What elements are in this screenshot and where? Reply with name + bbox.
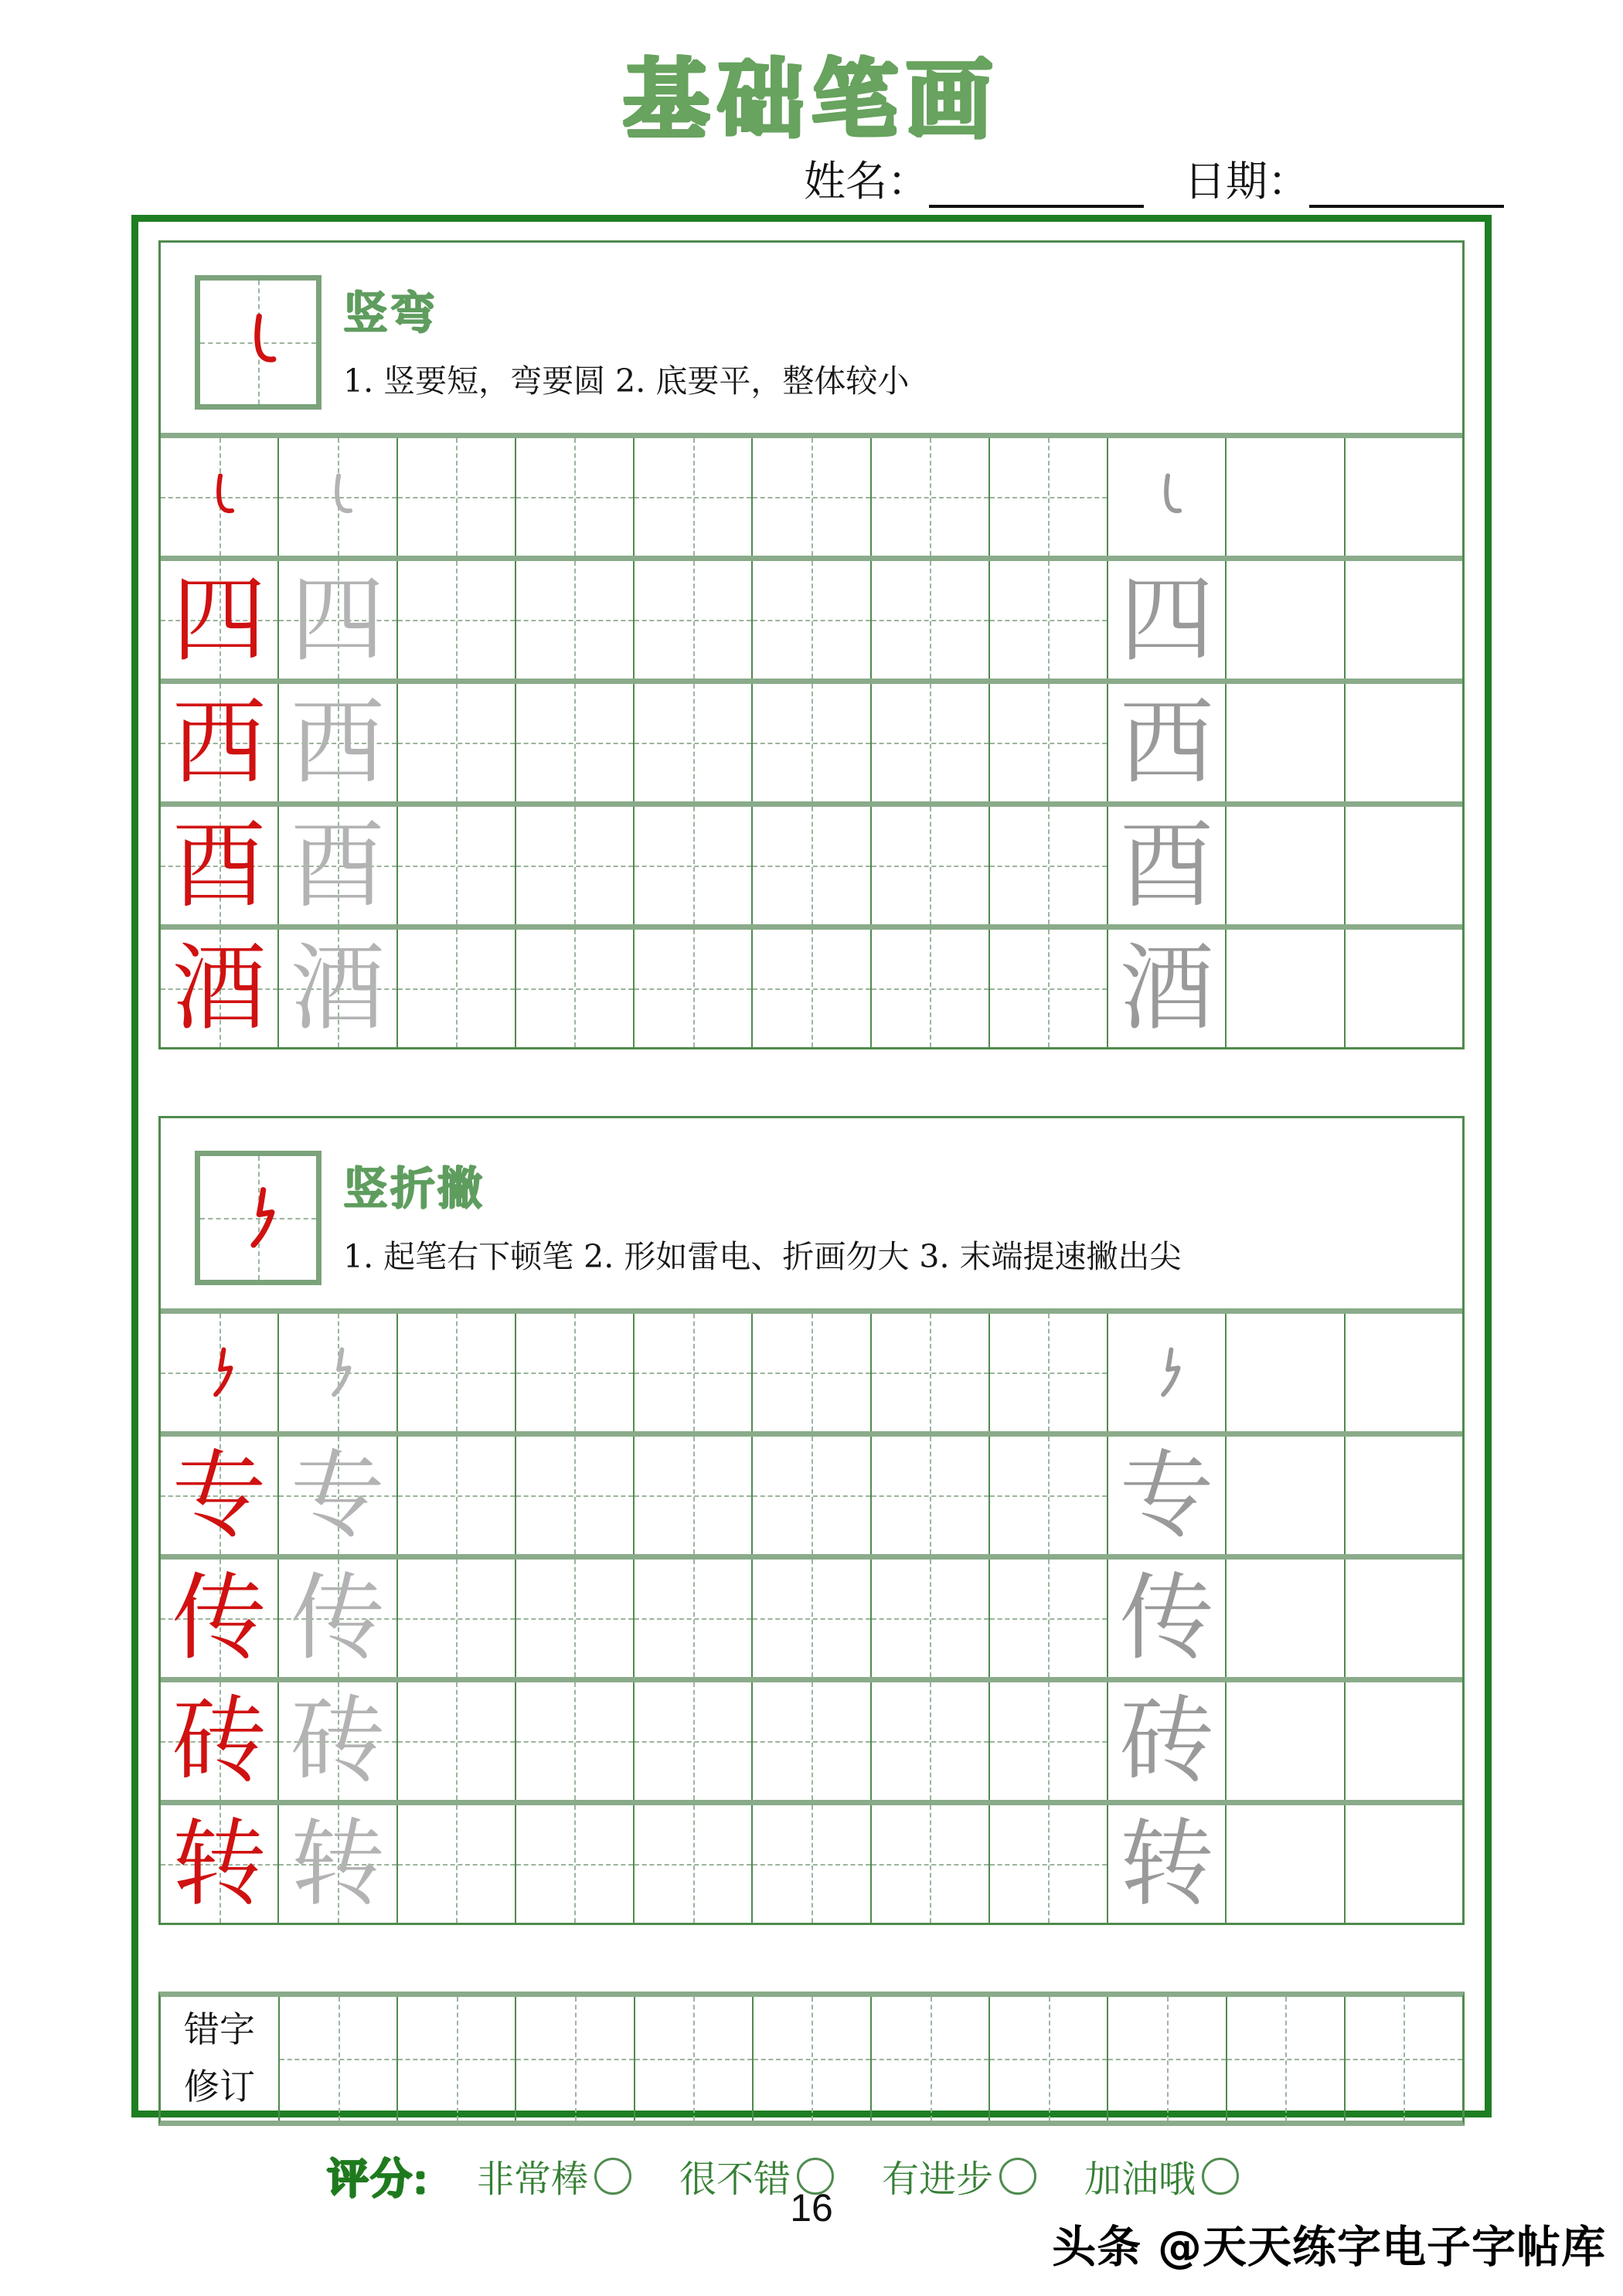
practice-cell [279, 1560, 397, 1677]
practice-cell [161, 1682, 279, 1800]
practice-cell [990, 1805, 1108, 1923]
correction-cell [398, 1997, 516, 2121]
practice-cell [753, 930, 871, 1047]
model-character: 酒 [1119, 934, 1214, 1043]
practice-cell [516, 1682, 635, 1800]
practice-cell [1346, 561, 1462, 679]
practice-cell [1227, 930, 1345, 1047]
shu-wan-stroke-glyph [233, 309, 284, 376]
practice-cell [398, 1805, 516, 1923]
section-header [161, 243, 1462, 433]
practice-cell [872, 1314, 990, 1431]
practice-cell [1227, 1437, 1345, 1554]
character-practice-row [161, 684, 1462, 807]
section-texts [343, 1151, 1182, 1277]
practice-cell [279, 1314, 397, 1431]
practice-cell [516, 930, 635, 1047]
practice-cell [1108, 1314, 1227, 1431]
page-number: 16 [790, 2186, 833, 2230]
practice-cell [516, 1560, 635, 1677]
character-practice-row [161, 807, 1462, 930]
practice-cell [753, 438, 871, 556]
practice-cell [1346, 438, 1462, 556]
practice-cell [635, 1805, 753, 1923]
practice-cell [635, 1437, 753, 1554]
practice-cell [1346, 930, 1462, 1047]
correction-cell [1227, 1997, 1346, 2121]
practice-cell [279, 930, 397, 1047]
correction-cell [872, 1997, 990, 2121]
practice-cell [1227, 1805, 1345, 1923]
practice-cell [1227, 807, 1345, 924]
model-character: 传 [1119, 1563, 1214, 1673]
practice-cell [635, 561, 753, 679]
stroke-tips: 1. 起笔右下顿笔 2. 形如雷电、折画勿大 3. 末端提速撇出尖 [343, 1238, 1182, 1275]
practice-cell [990, 561, 1108, 679]
stroke-example-box [195, 1151, 322, 1285]
practice-cell [516, 1314, 635, 1431]
example-character-red: 酉 [172, 811, 267, 920]
correction-label [161, 1997, 280, 2121]
practice-cell [1108, 1560, 1227, 1677]
model-character: 转 [1119, 1809, 1214, 1919]
practice-cell [1108, 807, 1227, 924]
example-character-red: 传 [172, 1563, 267, 1673]
correction-label-line1: 错字 [184, 2009, 255, 2051]
trace-character: 酒 [290, 934, 385, 1043]
practice-cell [1346, 1314, 1462, 1431]
character-practice-row [161, 1560, 1462, 1682]
section-texts [343, 275, 909, 401]
stroke-tips: 1. 竖要短，弯要圆 2. 底要平，整体较小 [343, 362, 910, 400]
practice-cell [161, 1314, 279, 1431]
practice-cell [1108, 684, 1227, 801]
practice-cell [635, 684, 753, 801]
correction-box [158, 1992, 1465, 2126]
practice-cell [1346, 1682, 1462, 1800]
shu-zhe-pie-stroke-glyph [317, 1345, 359, 1400]
practice-cell [753, 807, 871, 924]
practice-cell [990, 684, 1108, 801]
practice-cell [1227, 684, 1345, 801]
score-option: 有进步 [882, 2149, 1036, 2202]
model-character: 专 [1119, 1441, 1214, 1550]
trace-character: 转 [290, 1809, 385, 1919]
practice-cell [872, 1682, 990, 1800]
practice-cell [990, 1682, 1108, 1800]
trace-character: 砖 [290, 1686, 385, 1796]
worksheet-frame [131, 215, 1492, 2202]
practice-cell [161, 930, 279, 1047]
section-header [161, 1118, 1462, 1308]
correction-cell [990, 1997, 1108, 2121]
practice-cell [516, 1437, 635, 1554]
shu-wan-stroke-glyph [1146, 470, 1188, 524]
practice-cell [1108, 930, 1227, 1047]
practice-cell [872, 438, 990, 556]
practice-cell [1346, 1560, 1462, 1677]
practice-cell [1346, 684, 1462, 801]
shu-zhe-pie-stroke-glyph [199, 1345, 240, 1400]
practice-cell [635, 807, 753, 924]
practice-cell [1346, 1437, 1462, 1554]
stroke-name: 竖弯 [343, 288, 438, 338]
practice-cell [398, 561, 516, 679]
character-practice-row [161, 930, 1462, 1047]
practice-cell [872, 1560, 990, 1677]
model-character: 砖 [1119, 1686, 1214, 1796]
practice-cell [398, 1560, 516, 1677]
example-character-red: 四 [172, 565, 267, 675]
practice-cell [279, 684, 397, 801]
practice-cell [398, 438, 516, 556]
shu-wan-stroke-glyph [199, 470, 240, 524]
practice-cell [635, 1560, 753, 1677]
practice-cell [635, 438, 753, 556]
practice-grid [161, 1308, 1462, 1923]
name-date-line [804, 148, 1504, 208]
practice-cell [161, 561, 279, 679]
practice-cell [1108, 561, 1227, 679]
practice-cell [279, 1437, 397, 1554]
practice-cell [161, 684, 279, 801]
character-practice-row [161, 561, 1462, 684]
character-practice-row [161, 1682, 1462, 1805]
practice-cell [161, 807, 279, 924]
practice-cell [753, 561, 871, 679]
practice-cell [516, 1805, 635, 1923]
practice-cell [161, 1560, 279, 1677]
correction-label-line2: 修订 [184, 2066, 255, 2107]
section-shu-zhe-pie [158, 1116, 1465, 1925]
practice-cell [990, 438, 1108, 556]
page-title: 基础笔画 [623, 52, 1000, 148]
practice-cell [516, 438, 635, 556]
correction-cell [635, 1997, 754, 2121]
practice-cell [161, 1437, 279, 1554]
practice-cell [279, 807, 397, 924]
practice-cell [753, 1682, 871, 1800]
practice-cell [1227, 1314, 1345, 1431]
date-blank-field [1309, 162, 1504, 208]
correction-cell [754, 1997, 872, 2121]
section-shu-wan [158, 240, 1465, 1049]
date-label: 日期： [1184, 157, 1309, 206]
practice-cell [279, 561, 397, 679]
practice-cell [516, 807, 635, 924]
score-option: 很不错 [679, 2149, 834, 2202]
correction-cell [280, 1997, 398, 2121]
practice-cell [872, 561, 990, 679]
stroke-example-box [195, 275, 322, 410]
practice-cell [753, 1437, 871, 1554]
practice-cell [1108, 438, 1227, 556]
name-label: 姓名： [804, 157, 929, 206]
correction-cell [1108, 1997, 1227, 2121]
practice-cell [635, 930, 753, 1047]
trace-character: 专 [290, 1441, 385, 1550]
model-character: 酉 [1119, 811, 1214, 920]
practice-cell [990, 1560, 1108, 1677]
practice-cell [161, 438, 279, 556]
shu-zhe-pie-stroke-glyph [233, 1185, 284, 1251]
score-label: 评分: [327, 2156, 429, 2202]
example-character-red: 砖 [172, 1686, 267, 1796]
practice-cell [398, 1682, 516, 1800]
practice-cell [1108, 1805, 1227, 1923]
shu-zhe-pie-stroke-glyph [1146, 1345, 1188, 1400]
practice-cell [1108, 1437, 1227, 1554]
practice-cell [279, 1682, 397, 1800]
trace-character: 四 [290, 565, 385, 675]
practice-cell [398, 1314, 516, 1431]
practice-cell [872, 1437, 990, 1554]
practice-cell [398, 807, 516, 924]
example-character-red: 专 [172, 1441, 267, 1550]
watermark-text: 头条 @天天练字电子字帖库 [1052, 2222, 1606, 2273]
character-practice-row [161, 1805, 1462, 1923]
trace-character: 酉 [290, 811, 385, 920]
practice-cell [279, 1805, 397, 1923]
name-blank-field [929, 162, 1144, 208]
practice-cell [161, 1805, 279, 1923]
practice-cell [1346, 807, 1462, 924]
practice-cell [1108, 1682, 1227, 1800]
correction-cell [1346, 1997, 1462, 2121]
example-character-red: 西 [172, 688, 267, 798]
model-character: 四 [1119, 565, 1214, 675]
practice-cell [990, 1437, 1108, 1554]
practice-cell [753, 1805, 871, 1923]
correction-cell [516, 1997, 635, 2121]
score-option: 加油哦 [1084, 2149, 1239, 2202]
practice-cell [990, 1314, 1108, 1431]
trace-character: 传 [290, 1563, 385, 1673]
practice-cell [872, 1805, 990, 1923]
practice-cell [1227, 438, 1345, 556]
practice-cell [872, 684, 990, 801]
practice-cell [635, 1314, 753, 1431]
practice-cell [279, 438, 397, 556]
character-practice-row [161, 1437, 1462, 1560]
practice-cell [516, 561, 635, 679]
practice-grid [161, 433, 1462, 1047]
practice-cell [990, 930, 1108, 1047]
model-character: 西 [1119, 688, 1214, 798]
practice-cell [753, 684, 871, 801]
practice-cell [398, 1437, 516, 1554]
practice-cell [1227, 1682, 1345, 1800]
practice-cell [398, 930, 516, 1047]
stroke-practice-row [161, 1314, 1462, 1437]
stroke-name: 竖折撇 [343, 1164, 485, 1214]
practice-cell [398, 684, 516, 801]
practice-cell [872, 930, 990, 1047]
practice-cell [1227, 1560, 1345, 1677]
practice-cell [635, 1682, 753, 1800]
example-character-red: 转 [172, 1809, 267, 1919]
practice-cell [990, 807, 1108, 924]
stroke-practice-row [161, 438, 1462, 561]
score-option: 非常棒 [477, 2149, 631, 2202]
practice-cell [753, 1560, 871, 1677]
shu-wan-stroke-glyph [317, 470, 359, 524]
practice-cell [753, 1314, 871, 1431]
example-character-red: 酒 [172, 934, 267, 1043]
practice-cell [1346, 1805, 1462, 1923]
trace-character: 西 [290, 688, 385, 798]
practice-cell [516, 684, 635, 801]
practice-cell [1227, 561, 1345, 679]
practice-cell [872, 807, 990, 924]
